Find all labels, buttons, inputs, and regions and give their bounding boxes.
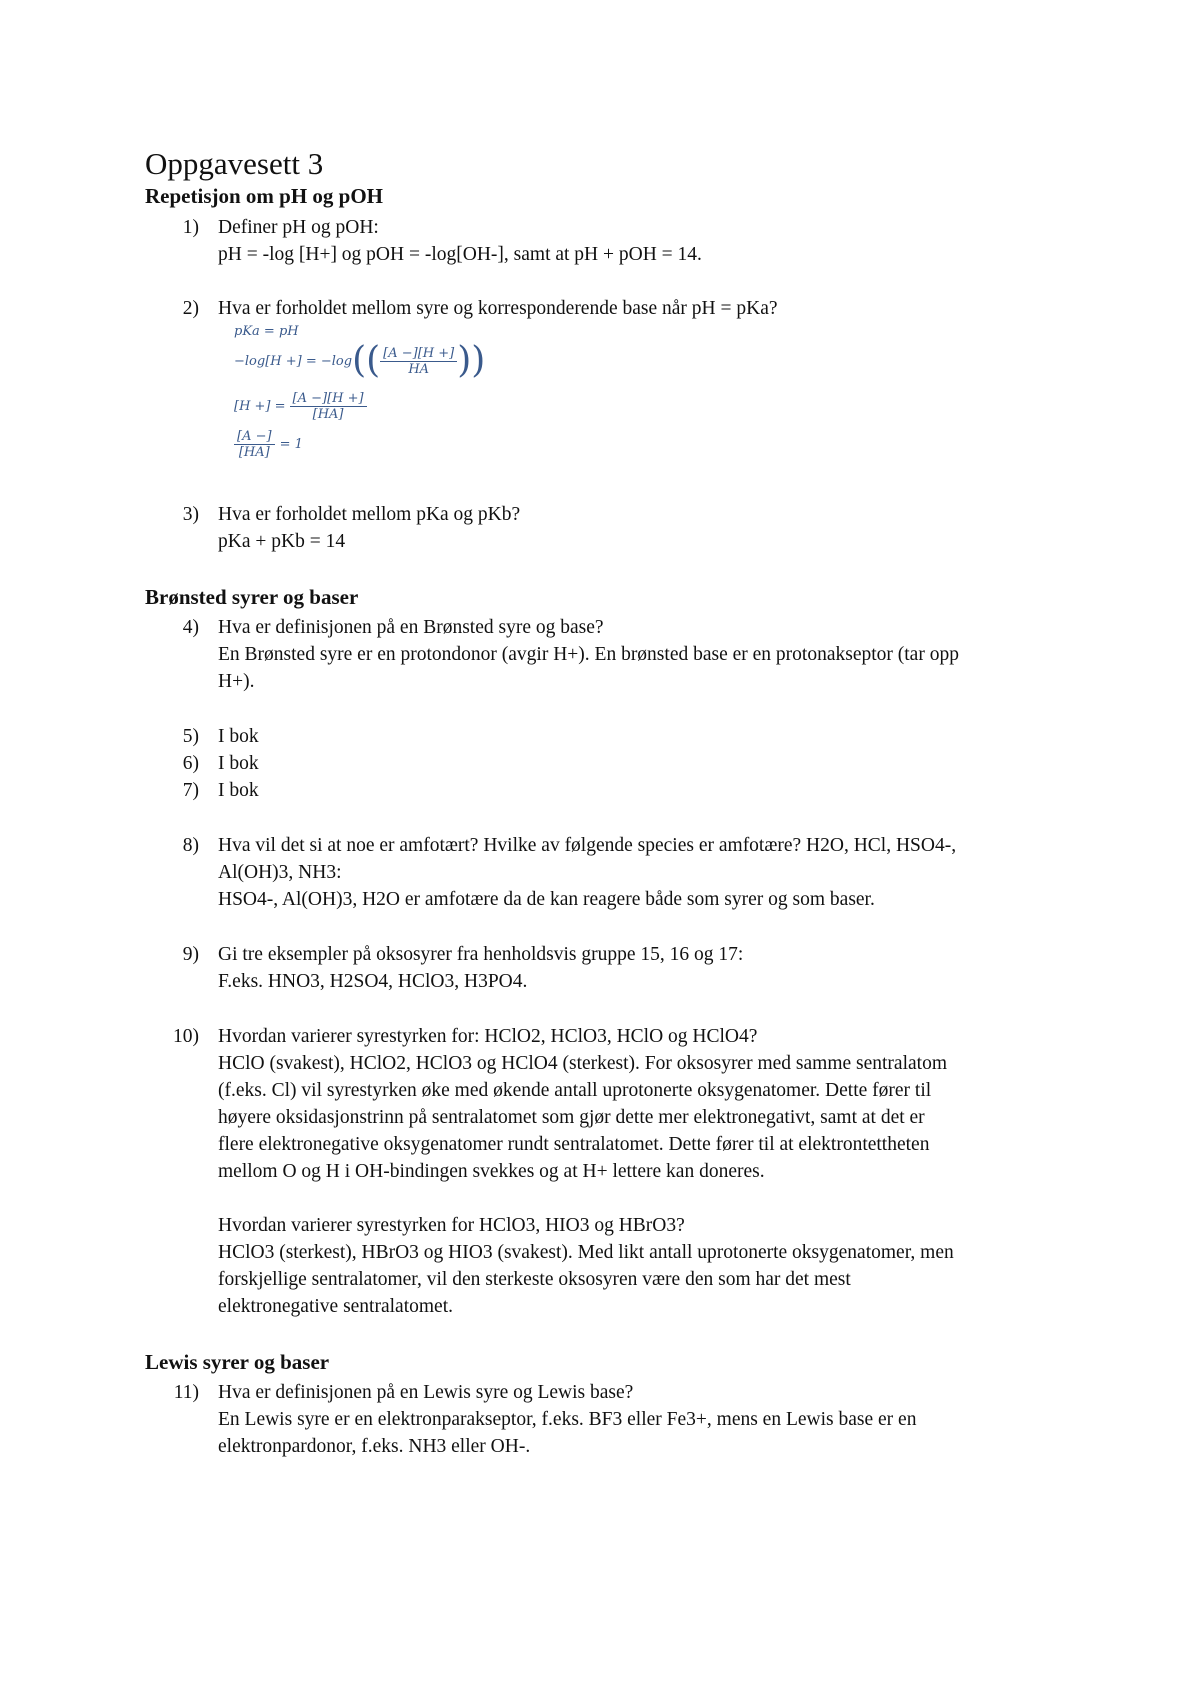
answer-text: H+). <box>218 671 255 692</box>
answer-text: mellom O og H i OH-bindingen svekkes og at H+ lettere kan doneres. <box>218 1161 765 1182</box>
denominator: [HA] <box>312 407 344 422</box>
answer-text: (f.eks. Cl) vil syrestyrken øke med økende antall uprotonerte oksygenatomer. Dette fører til <box>218 1080 932 1101</box>
question-text: Definer pH og pOH: <box>218 217 379 238</box>
answer-text: forskjellige sentralatomer, vil den sterkeste oksosyren være den som har det mest <box>218 1269 851 1290</box>
answer-text: F.eks. HNO3, H2SO4, HClO3, H3PO4. <box>218 971 528 992</box>
question-number: 11) <box>173 1382 199 1403</box>
section-heading-lewis: Lewis syrer og baser <box>145 1350 330 1374</box>
question-number: 8) <box>182 835 199 856</box>
question-number: 5) <box>182 726 199 747</box>
answer-text: høyere oksidasjonstrinn på sentralatomet som gjør dette mer elektronegativt, samt at det er <box>218 1107 925 1128</box>
answer-text: pKa + pKb = 14 <box>218 531 346 552</box>
question-text: Hva vil det si at noe er amfotært? Hvilke av følgende species er amfotære? H2O, HCl, HSO4-, <box>218 835 957 856</box>
equation-rhs: = 1 <box>279 437 303 452</box>
question-text: Hva er definisjonen på en Brønsted syre og base? <box>218 617 604 638</box>
answer-text: elektronpardonor, f.eks. NH3 eller OH-. <box>218 1436 531 1457</box>
equation-lhs: [H +] = <box>234 399 286 414</box>
question-number: 3) <box>182 504 199 525</box>
paren-close: )) <box>457 340 486 381</box>
question-text: Al(OH)3, NH3: <box>218 862 342 883</box>
paren-open: (( <box>352 340 381 381</box>
answer-text: pH = -log [H+] og pOH = -log[OH-], samt at pH + pOH = 14. <box>218 244 702 265</box>
numerator: [A −] <box>234 430 275 445</box>
question-number: 4) <box>182 617 199 638</box>
numerator: [A −][H +] <box>380 347 457 362</box>
equation-line-3 <box>234 392 367 421</box>
denominator: [HA] <box>238 445 270 460</box>
question-text: Hva er definisjonen på en Lewis syre og Lewis base? <box>218 1382 634 1403</box>
question-text: I bok <box>218 726 259 747</box>
question-text: Gi tre eksempler på oksosyrer fra henholdsvis gruppe 15, 16 og 17: <box>218 944 744 965</box>
answer-text: HClO (svakest), HClO2, HClO3 og HClO4 (sterkest). For oksosyrer med samme sentralatom <box>218 1053 947 1074</box>
question-number: 9) <box>182 944 199 965</box>
question-text: Hvordan varierer syrestyrken for HClO3, HIO3 og HBrO3? <box>218 1215 685 1236</box>
equation-lhs: −log[H +] = −log <box>234 353 353 369</box>
fraction <box>234 430 275 459</box>
answer-text: flere elektronegative oksygenatomer rundt sentralatomet. Dette fører til at elektrontettheten <box>218 1134 930 1155</box>
answer-text: En Brønsted syre er en protondonor (avgir H+). En brønsted base er en protonakseptor (tar opp <box>218 644 959 665</box>
section-heading-ph-poh: Repetisjon om pH og pOH <box>145 184 384 208</box>
fraction <box>380 347 457 376</box>
fraction <box>290 392 367 421</box>
numerator: [A −][H +] <box>290 392 367 407</box>
answer-text: HClO3 (sterkest), HBrO3 og HIO3 (svakest). Med likt antall uprotonerte oksygenatomer, men <box>218 1242 954 1263</box>
question-text: Hva er forholdet mellom syre og korresponderende base når pH = pKa? <box>218 298 778 319</box>
question-number: 2) <box>182 298 199 319</box>
equation-line-1: pKa = pH <box>234 324 299 339</box>
section-heading-bronsted: Brønsted syrer og baser <box>145 585 359 609</box>
question-number: 7) <box>182 780 199 801</box>
answer-text: HSO4-, Al(OH)3, H2O er amfotære da de kan reagere både som syrer og som baser. <box>218 889 875 910</box>
question-text: Hvordan varierer syrestyrken for: HClO2, HClO3, HClO og HClO4? <box>218 1026 758 1047</box>
equation-line-4 <box>234 430 303 459</box>
question-number: 10) <box>173 1026 199 1047</box>
question-text: I bok <box>218 780 259 801</box>
document-title: Oppgavesett 3 <box>145 146 324 181</box>
answer-text: elektronegative sentralatomet. <box>218 1296 453 1317</box>
question-number: 1) <box>182 217 199 238</box>
question-number: 6) <box>182 753 199 774</box>
denominator: HA <box>408 361 430 377</box>
question-text: I bok <box>218 753 259 774</box>
question-text: Hva er forholdet mellom pKa og pKb? <box>218 504 521 525</box>
answer-text: En Lewis syre er en elektronparakseptor, f.eks. BF3 eller Fe3+, mens en Lewis base er en <box>218 1409 917 1430</box>
equation-line-2 <box>234 340 486 381</box>
